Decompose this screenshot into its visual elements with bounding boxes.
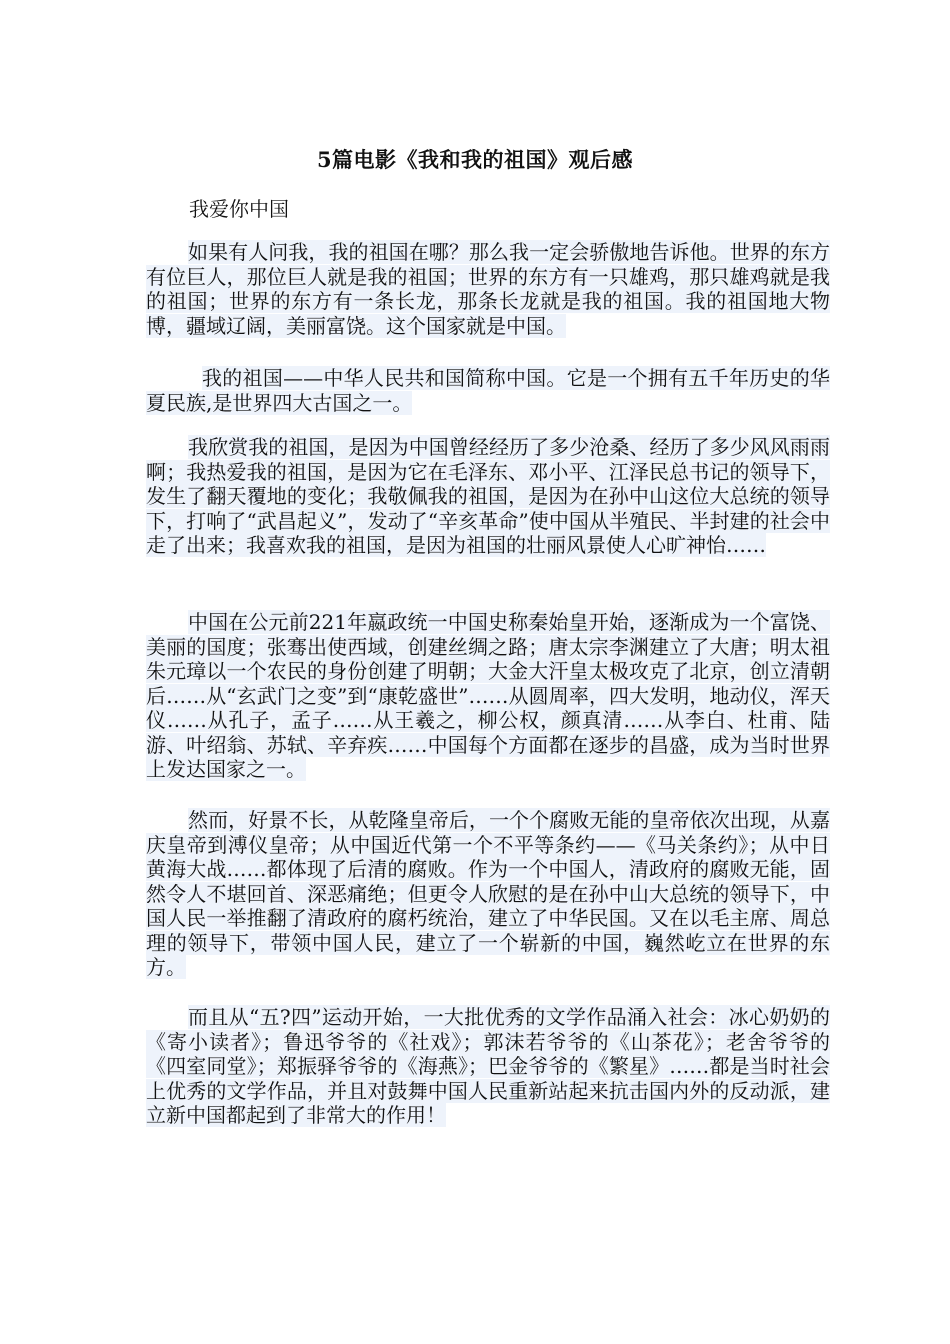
paragraph-2	[146, 366, 830, 415]
paragraph-4-text: 中国在公元前221年嬴政统一中国史称秦始皇开始，逐渐成为一个富饶、美丽的国度；张骞出使西域，创建丝绸之路；唐太宗李渊建立了大唐；明太祖朱元璋以一个农民的身份创建了明朝；大金大汗皇太极攻克了北京，创立清朝后……从“玄武门之变”到“康乾盛世”……从圆周率，四大发明，地动仪，浑天仪……从孔子，孟子……从王羲之，柳公权，颜真清……从李白、杜甫、陆游、叶绍翁、苏轼、辛弃疾……中国每个方面都在逐步的昌盛，成为当时世界上发达国家之一。	[146, 610, 830, 781]
paragraph-1	[146, 240, 830, 338]
paragraph-1-text: 如果有人问我，我的祖国在哪？那么我一定会骄傲地告诉他。世界的东方有位巨人，那位巨人就是我的祖国；世界的东方有一只雄鸡，那只雄鸡就是我的祖国；世界的东方有一条长龙，那条长龙就是我的祖国。我的祖国地大物博，疆域辽阔，美丽富饶。这个国家就是中国。	[146, 240, 830, 338]
essay-subheading: 我爱你中国	[189, 197, 289, 221]
paragraph-5-text: 然而，好景不长，从乾隆皇帝后，一个个腐败无能的皇帝依次出现，从嘉庆皇帝到溥仪皇帝；从中国近代第一个不平等条约——《马关条约》；从中日黄海大战……都体现了后清的腐败。作为一个中国人，清政府的腐败无能，固然令人不堪回首、深恶痛绝；但更令人欣慰的是在孙中山大总统的领导下，中国人民一举推翻了清政府的腐朽统治，建立了中华民国。又在以毛主席、周总理的领导下，带领中国人民，建立了一个崭新的中国，巍然屹立在世界的东方。	[146, 808, 830, 979]
paragraph-3	[146, 435, 830, 558]
document-title: 5篇电影《我和我的祖国》观后感	[316, 147, 634, 172]
paragraph-6-text: 而且从“五?四”运动开始，一大批优秀的文学作品涌入社会：冰心奶奶的《寄小读者》；鲁迅爷爷的《社戏》；郭沫若爷爷的《山茶花》；老舍爷爷的《四室同堂》；郑振驿爷爷的《海燕》；巴金爷爷的《繁星》……都是当时社会上优秀的文学作品，并且对鼓舞中国人民重新站起来抗击国内外的反动派，建立新中国都起到了非常大的作用！	[146, 1005, 830, 1127]
paragraph-2-text: 我的祖国——中华人民共和国简称中国。它是一个拥有五千年历史的华夏民族,是世界四大古国之一。	[146, 366, 830, 415]
paragraph-3-text: 我欣赏我的祖国，是因为中国曾经经历了多少沧桑、经历了多少风风雨雨啊；我热爱我的祖国，是因为它在毛泽东、邓小平、江泽民总书记的领导下，发生了翻天覆地的变化；我敬佩我的祖国，是因为在孙中山这位大总统的领导下，打响了“武昌起义”，发动了“辛亥革命”使中国从半殖民、半封建的社会中走了出来；我喜欢我的祖国，是因为祖国的壮丽风景使人心旷神怡……	[146, 435, 830, 557]
paragraph-5	[146, 808, 830, 980]
paragraph-6	[146, 1005, 830, 1128]
paragraph-4	[146, 610, 830, 782]
